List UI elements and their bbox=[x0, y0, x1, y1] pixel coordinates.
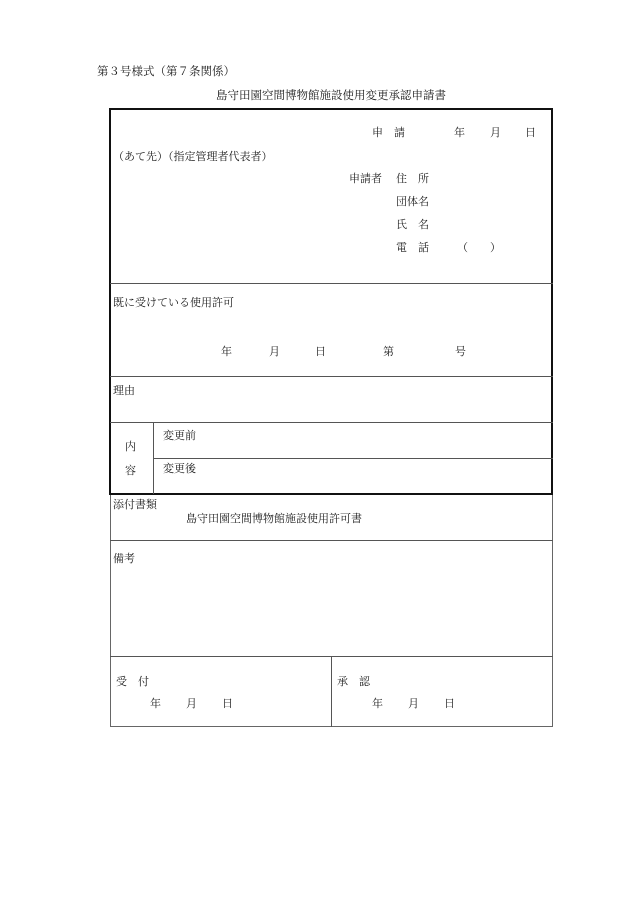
divider-before-after bbox=[153, 458, 553, 459]
reason-label: 理由 bbox=[113, 384, 135, 397]
permit-day: 日 bbox=[315, 345, 326, 358]
form-title: 島守田園空間博物館施設使用変更承認申請書 bbox=[216, 88, 446, 102]
attachment-item: 島守田園空間博物館施設使用許可書 bbox=[186, 512, 362, 525]
reception-day: 日 bbox=[222, 697, 233, 710]
applicant-label: 申請者 bbox=[349, 172, 382, 185]
address-label: 住 所 bbox=[396, 172, 429, 185]
divider-application bbox=[110, 283, 553, 284]
approval-month: 月 bbox=[408, 697, 419, 710]
phone-parentheses: （ ） bbox=[457, 241, 501, 254]
addressee-label: （あて先）（指定管理者代表者） bbox=[113, 150, 273, 163]
group-name-label: 団体名 bbox=[396, 195, 429, 208]
approval-year: 年 bbox=[372, 697, 383, 710]
divider-permit bbox=[110, 376, 553, 377]
approval-label: 承 認 bbox=[337, 675, 370, 688]
permit-year: 年 bbox=[221, 345, 232, 358]
before-change-label: 変更前 bbox=[163, 429, 196, 442]
permit-number-suffix: 号 bbox=[455, 345, 466, 358]
apply-label: 申 請 bbox=[372, 126, 405, 139]
divider-attachments bbox=[110, 540, 553, 541]
attachments-label: 添付書類 bbox=[113, 498, 157, 511]
apply-day: 日 bbox=[525, 126, 536, 139]
reception-month: 月 bbox=[186, 697, 197, 710]
content-label-1: 内 bbox=[125, 440, 136, 453]
divider-reception-approval bbox=[331, 656, 332, 727]
permit-number-prefix: 第 bbox=[383, 345, 394, 358]
after-change-label: 変更後 bbox=[163, 462, 196, 475]
approval-day: 日 bbox=[444, 697, 455, 710]
permit-month: 月 bbox=[269, 345, 280, 358]
reception-label: 受 付 bbox=[116, 675, 149, 688]
remarks-label: 備考 bbox=[113, 552, 135, 565]
name-label: 氏 名 bbox=[396, 218, 429, 231]
reception-year: 年 bbox=[150, 697, 161, 710]
divider-reason bbox=[110, 422, 553, 423]
apply-year: 年 bbox=[454, 126, 465, 139]
phone-label: 電 話 bbox=[396, 241, 429, 254]
existing-permit-label: 既に受けている使用許可 bbox=[113, 296, 234, 309]
apply-month: 月 bbox=[490, 126, 501, 139]
form-number-label: 第３号様式（第７条関係） bbox=[97, 64, 235, 78]
content-label-2: 容 bbox=[125, 464, 136, 477]
divider-content-label bbox=[153, 422, 154, 494]
